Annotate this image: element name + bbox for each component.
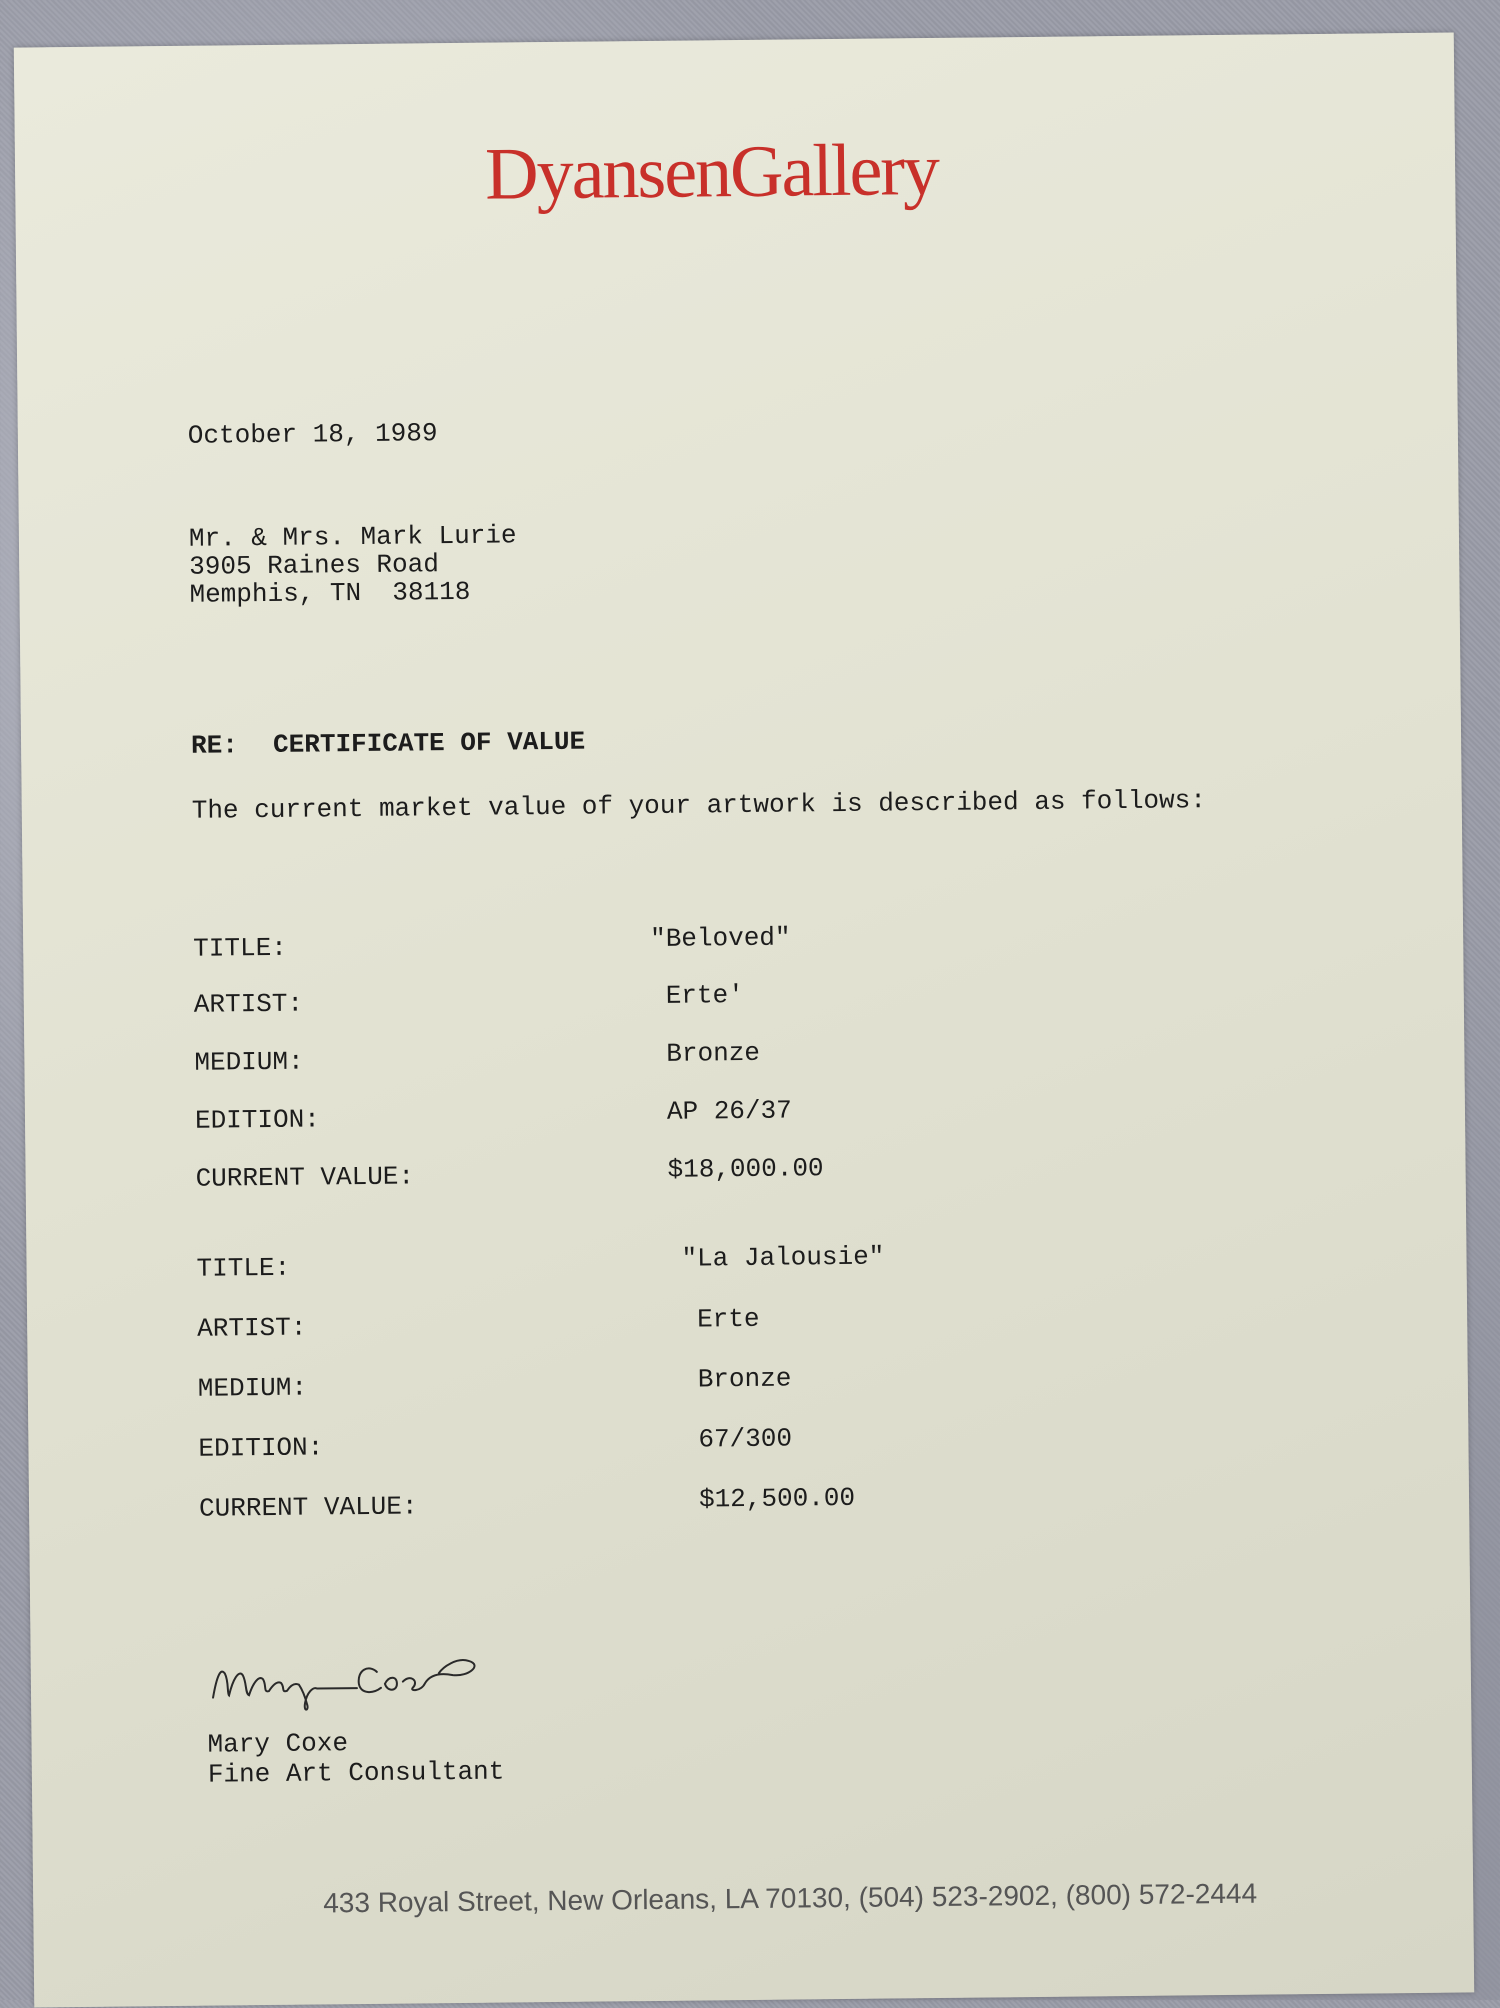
certificate-letter bbox=[14, 33, 1474, 2008]
recipient-name: Mr. & Mrs. Mark Lurie bbox=[188, 520, 517, 554]
title-value: "La Jalousie" bbox=[681, 1241, 885, 1274]
title-label: TITLE: bbox=[196, 1252, 291, 1284]
artist-label: ARTIST: bbox=[197, 1312, 307, 1344]
medium-value: Bronze bbox=[697, 1363, 792, 1395]
re-subject: CERTIFICATE OF VALUE bbox=[272, 726, 586, 760]
logo-text: DyansenGallery bbox=[484, 128, 939, 216]
signatory-role: Fine Art Consultant bbox=[207, 1756, 505, 1790]
edition-value: 67/300 bbox=[698, 1423, 793, 1455]
current-value-amount: $18,000.00 bbox=[667, 1153, 824, 1185]
handwritten-signature bbox=[207, 1643, 498, 1721]
letterhead-footer-address: 433 Royal Street, New Orleans, LA 70130, (504) 523-2902, (800) 572-2444 bbox=[323, 1877, 1258, 1919]
edition-label: EDITION: bbox=[194, 1104, 321, 1136]
re-label: RE: bbox=[190, 730, 239, 761]
edition-value: AP 26/37 bbox=[666, 1095, 792, 1127]
title-label: TITLE: bbox=[193, 932, 288, 964]
current-value-label: CURRENT VALUE: bbox=[195, 1161, 415, 1194]
current-value-label: CURRENT VALUE: bbox=[198, 1491, 418, 1524]
letter-date: October 18, 1989 bbox=[187, 418, 438, 451]
intro-paragraph: The current market value of your artwork is described as follows: bbox=[191, 785, 1207, 826]
artist-value: Erte bbox=[696, 1303, 760, 1335]
current-value-amount: $12,500.00 bbox=[698, 1482, 856, 1515]
artist-value: Erte' bbox=[665, 980, 744, 1011]
medium-label: MEDIUM: bbox=[194, 1046, 304, 1078]
title-value: "Beloved" bbox=[649, 922, 791, 954]
recipient-street: 3905 Raines Road bbox=[189, 549, 440, 582]
artist-label: ARTIST: bbox=[193, 988, 304, 1020]
signatory-name: Mary Coxe bbox=[207, 1728, 349, 1760]
recipient-city: Memphis, TN 38118 bbox=[189, 576, 471, 610]
medium-label: MEDIUM: bbox=[197, 1372, 308, 1404]
edition-label: EDITION: bbox=[198, 1432, 324, 1464]
gallery-logo bbox=[485, 128, 939, 218]
medium-value: Bronze bbox=[666, 1037, 761, 1069]
